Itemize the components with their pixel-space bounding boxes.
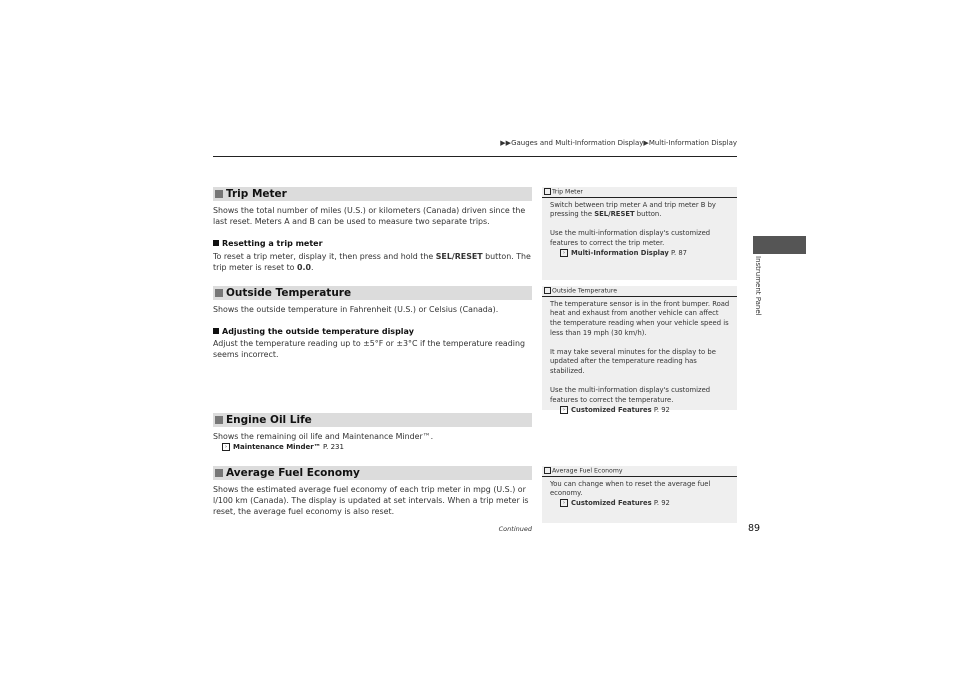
sub-heading-text: Adjusting the outside temperature display: [222, 327, 414, 336]
sidebar-paragraph: [550, 386, 731, 415]
sel-reset-label: SEL/RESET: [594, 210, 635, 219]
sidebar-trip-meter: [542, 187, 737, 280]
resetting-body: [213, 251, 531, 273]
note-icon: [544, 467, 551, 474]
sidebar-body: [542, 198, 737, 263]
section-square-icon: [215, 469, 223, 477]
ref-page: P. 92: [653, 499, 670, 508]
sidebar-outside-temperature: [542, 286, 737, 414]
sub-heading-resetting: [213, 239, 323, 248]
sidebar-title-text: Outside Temperature: [552, 287, 618, 295]
cross-reference-icon: ›: [222, 443, 230, 451]
note-icon: [544, 188, 551, 195]
section-square-icon: [215, 190, 223, 198]
adjusting-body: Adjust the temperature reading up to ±5°F or ±3°C if the temperature reading seems incorrect.: [213, 339, 525, 359]
reset-value: 0.0: [297, 263, 312, 272]
section-heading-average-fuel-economy: [213, 466, 532, 480]
customized-features-link[interactable]: [560, 499, 670, 507]
sidebar-paragraph: It may take several minutes for the display to be updated after the temperature reading has stabilized.: [550, 347, 716, 376]
sidebar-text: button.: [634, 210, 662, 219]
chapter-label: Instrument Panel: [754, 256, 762, 316]
continued-label: Continued: [498, 525, 532, 533]
section-heading-text: Outside Temperature: [226, 287, 352, 299]
sidebar-text: Use the multi-information display's customized features to correct the temperature.: [550, 386, 711, 404]
customized-features-link[interactable]: [560, 406, 670, 414]
sidebar-average-fuel-economy: [542, 466, 737, 523]
sel-reset-label: SEL/RESET: [435, 252, 483, 261]
breadcrumb-arrows: ▶▶: [500, 139, 512, 147]
breadcrumb-part2: Multi-Information Display: [648, 139, 737, 147]
cross-reference-icon: ›: [560, 249, 568, 257]
section-heading-text: Trip Meter: [226, 188, 287, 200]
sub-heading-square-icon: [213, 240, 219, 246]
trip-meter-body: Shows the total number of miles (U.S.) or kilometers (Canada) driven since the last reset. Meters A and B can be used to measure two separate trips.: [213, 206, 526, 226]
section-heading-trip-meter: [213, 187, 532, 201]
sidebar-text: Use the multi-information display's customized features to correct the trip meter.: [550, 229, 711, 247]
ref-page: P. 92: [653, 405, 670, 414]
section-heading-outside-temperature: [213, 286, 532, 300]
sidebar-title-text: Trip Meter: [552, 188, 583, 196]
engine-oil-body: Shows the remaining oil life and Maintenance Minder™.: [213, 432, 434, 441]
sidebar-text: You can change when to reset the average fuel economy.: [550, 479, 711, 498]
section-square-icon: [215, 416, 223, 424]
chapter-tab: [753, 236, 806, 254]
maintenance-minder-link[interactable]: [222, 443, 344, 451]
sub-heading-adjusting: [213, 327, 414, 336]
ref-page: P. 87: [671, 248, 688, 257]
section-square-icon: [215, 289, 223, 297]
sidebar-text: Switch between trip meter A and trip meter B by pressing the: [550, 200, 716, 219]
sidebar-paragraph: [550, 480, 731, 509]
ref-label: Maintenance Minder™: [233, 443, 321, 451]
sidebar-title: [542, 187, 737, 198]
sidebar-body: [542, 297, 737, 420]
cross-reference-icon: ›: [560, 406, 568, 414]
avg-fuel-body: Shows the estimated average fuel economy of each trip meter in mpg (U.S.) or l/100 km (Canada). The display is updated at set intervals. When a trip meter is reset, the average fuel economy is also reset.: [213, 485, 529, 516]
resetting-body-pre: To reset a trip meter, display it, then press and hold the: [213, 252, 436, 261]
sidebar-body: [542, 477, 737, 513]
resetting-body-mid: button. The trip meter is reset to: [213, 252, 531, 272]
outside-temp-body: Shows the outside temperature in Fahrenheit (U.S.) or Celsius (Canada).: [213, 305, 499, 314]
ref-label: Customized Features: [571, 405, 652, 414]
breadcrumb: [500, 139, 737, 147]
sidebar-title: [542, 286, 737, 297]
sidebar-title-text: Average Fuel Economy: [552, 467, 623, 475]
sidebar-paragraph: The temperature sensor is in the front bumper. Road heat and exhaust from another vehicle can affect the temperature reading when your vehicle speed is less than 19 mph (30 km/h).: [550, 299, 730, 337]
resetting-body-end: .: [311, 263, 314, 272]
sidebar-paragraph: [550, 201, 731, 221]
page-number: 89: [748, 523, 761, 534]
sub-heading-text: Resetting a trip meter: [222, 239, 323, 248]
ref-page: P. 231: [322, 443, 344, 451]
note-icon: [544, 287, 551, 294]
cross-reference-icon: ›: [560, 499, 568, 507]
section-heading-engine-oil-life: [213, 413, 532, 427]
sidebar-paragraph: [550, 229, 731, 258]
header-rule: [213, 156, 737, 157]
multi-information-display-link[interactable]: [560, 249, 687, 257]
section-heading-text: Engine Oil Life: [226, 414, 312, 426]
sub-heading-square-icon: [213, 328, 219, 334]
ref-label: Customized Features: [571, 499, 652, 508]
sidebar-title: [542, 466, 737, 477]
breadcrumb-part1: Gauges and Multi-Information Display: [511, 139, 644, 147]
ref-label: Multi-Information Display: [571, 248, 669, 257]
section-heading-text: Average Fuel Economy: [226, 467, 360, 479]
breadcrumb-separator: ▶: [643, 139, 649, 147]
